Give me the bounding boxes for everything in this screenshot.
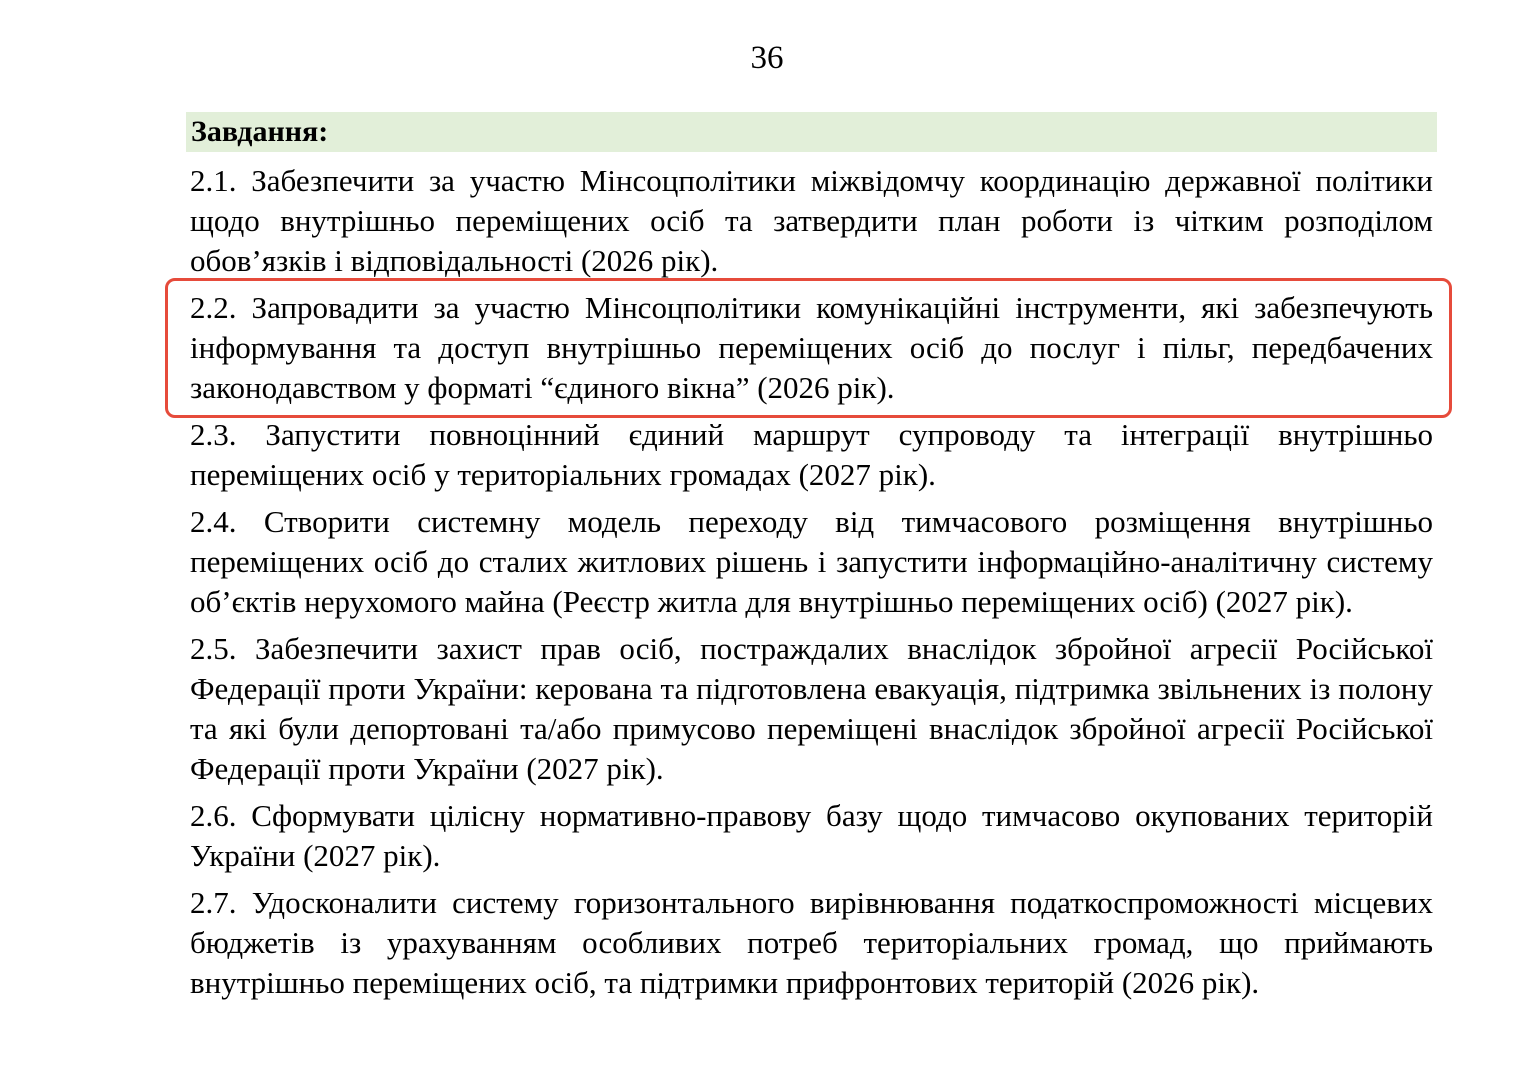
task-item-2-7: 2.7. Удосконалити систему горизонтального вирівнювання податкоспроможності місцевих бюджетів із урахуванням особливих потреб територіальних громад, що приймають внутрішньо переміщених осіб, та підтримки прифронтових територій (2026 рік). [190, 885, 1433, 1000]
task-item-2-3: 2.3. Запустити повноцінний єдиний маршрут супроводу та інтеграції внутрішньо переміщених осіб у територіальних громадах (2027 рік). [190, 417, 1433, 492]
task-list [190, 161, 1433, 1003]
task-item-2-6: 2.6. Сформувати цілісну нормативно-правову базу щодо тимчасово окупованих територій України (2027 рік). [190, 798, 1433, 873]
task-item-2-2-text: 2.2. Запровадити за участю Мінсоцполітики комунікаційні інструменти, які забезпечують інформування та доступ внутрішньо переміщених осіб до послуг і пільг, передбачених законодавством у форматі “єдиного вікна” (2026 рік). [190, 290, 1433, 405]
task-item-2-5: 2.5. Забезпечити захист прав осіб, постраждалих внаслідок збройної агресії Російської Федерації проти України: керована та підготовлена евакуація, підтримка звільнених із полону та які були депортовані та/або примусово переміщені внаслідок збройної агресії Російської Федерації проти України (2027 рік). [190, 631, 1433, 786]
task-item-2-4: 2.4. Створити системну модель переходу від тимчасового розміщення внутрішньо переміщених осіб до сталих житлових рішень і запустити інформаційно-аналітичну систему об’єктів нерухомого майна (Реєстр житла для внутрішньо переміщених осіб) (2027 рік). [190, 504, 1433, 619]
section-heading: Завдання: [186, 112, 1437, 152]
page-number: 36 [750, 40, 784, 76]
task-item-2-2 [190, 288, 1433, 408]
task-item-2-1: 2.1. Забезпечити за участю Мінсоцполітики міжвідомчу координацію державної політики щодо внутрішньо переміщених осіб та затвердити план роботи із чітким розподілом обов’язків і відповідальності (2026 рік). [190, 163, 1433, 278]
